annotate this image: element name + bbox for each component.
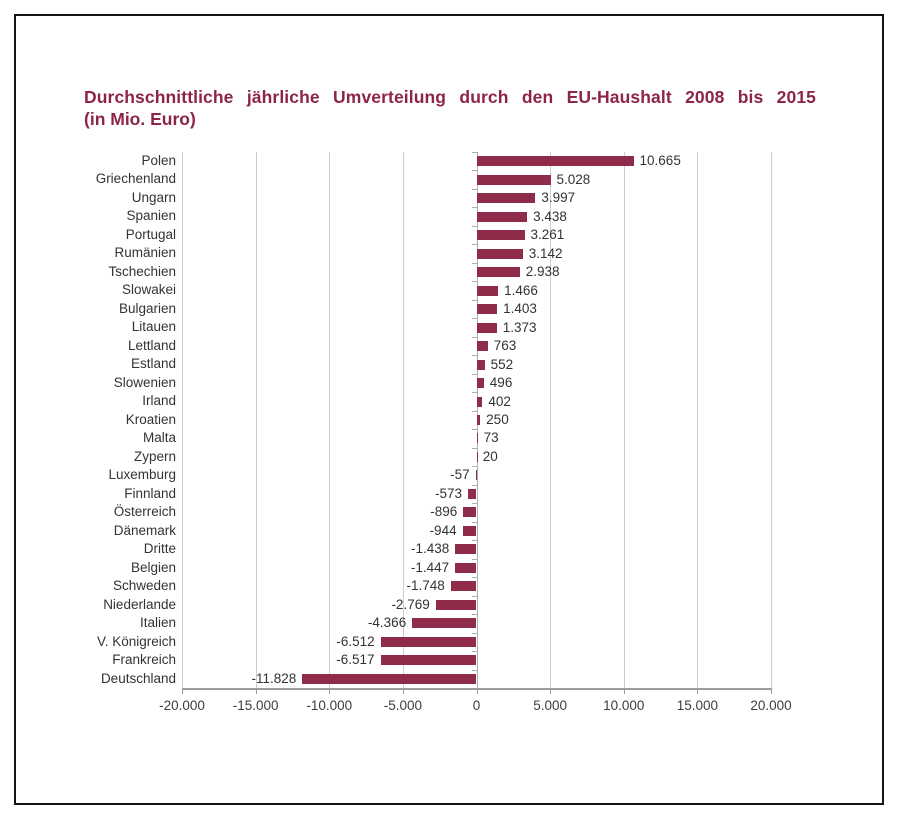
- category-label: Niederlande: [103, 596, 176, 612]
- category-label: Malta: [142, 430, 176, 446]
- bar: [455, 544, 476, 554]
- category-label: Irland: [142, 393, 176, 409]
- gridline: [697, 152, 698, 688]
- category-tick: [472, 207, 477, 208]
- bar: [477, 341, 488, 351]
- category-tick: [472, 411, 477, 412]
- category-label: Slowakei: [121, 282, 176, 298]
- category-tick: [472, 374, 477, 375]
- bar: [477, 397, 483, 407]
- gridline: [256, 152, 257, 688]
- bar-value-label: -4.366: [367, 615, 407, 631]
- x-axis-tick: [182, 688, 183, 694]
- bar-value-label: -2.769: [391, 596, 430, 612]
- category-tick: [472, 559, 477, 560]
- bar: [412, 618, 476, 628]
- category-tick: [472, 392, 477, 393]
- bar-value-label: -1.447: [410, 559, 450, 575]
- x-axis-tick: [697, 688, 698, 694]
- bar: [477, 415, 481, 425]
- bar: [477, 212, 528, 222]
- bar: [381, 655, 477, 665]
- category-label: Kroatien: [125, 411, 176, 427]
- bar: [477, 193, 536, 203]
- bar-value-label: -57: [450, 467, 470, 483]
- bar: [477, 286, 499, 296]
- x-tick-label: 10.000: [603, 698, 645, 713]
- x-tick-label: -20.000: [159, 698, 205, 713]
- category-label: Spanien: [126, 208, 176, 224]
- x-tick-label: -10.000: [306, 698, 353, 713]
- category-tick: [472, 596, 477, 597]
- bar-value-label: -896: [430, 504, 458, 520]
- x-axis-tick: [329, 688, 330, 694]
- category-label: Bulgarien: [118, 300, 176, 316]
- bar-value-label: 20: [482, 448, 498, 464]
- category-tick: [472, 300, 477, 301]
- category-tick: [472, 614, 477, 615]
- bar-value-label: 2.938: [525, 264, 560, 280]
- category-tick: [472, 522, 477, 523]
- category-label: Polen: [141, 153, 176, 168]
- category-label: Deutschland: [100, 670, 176, 686]
- bar: [477, 433, 478, 443]
- x-axis-tick: [624, 688, 625, 694]
- category-tick: [472, 189, 477, 190]
- category-tick: [472, 485, 477, 486]
- bar: [477, 230, 525, 240]
- category-tick: [472, 448, 477, 449]
- x-tick-label: 15.000: [676, 698, 719, 713]
- category-label: Italien: [139, 615, 176, 631]
- category-tick: [472, 355, 477, 356]
- x-tick-label: 20.000: [750, 698, 792, 713]
- category-tick: [472, 263, 477, 264]
- category-tick: [472, 226, 477, 227]
- category-tick: [472, 577, 477, 578]
- bar: [477, 249, 523, 259]
- bar-value-label: 1.466: [504, 282, 538, 298]
- category-tick: [472, 466, 477, 467]
- bar-value-label: 3.142: [528, 245, 563, 261]
- bar-value-label: 3.438: [533, 208, 567, 224]
- bar-value-label: -1.748: [406, 578, 445, 594]
- chart-title: Durchschnittliche jährliche Umverteilung durch den EU-Haushalt 2008 bis 2015: [84, 87, 816, 107]
- category-tick: [472, 337, 477, 338]
- x-tick-label: 0: [472, 698, 481, 713]
- category-label: Österreich: [113, 504, 176, 520]
- category-tick: [472, 152, 477, 153]
- bar-value-label: 73: [483, 430, 499, 446]
- category-label: Dritte: [143, 541, 176, 557]
- bar: [477, 267, 520, 277]
- category-label: Ungarn: [131, 189, 176, 205]
- category-label: Portugal: [125, 226, 176, 242]
- bar: [463, 526, 477, 536]
- category-tick: [472, 429, 477, 430]
- category-tick: [472, 540, 477, 541]
- bar-value-label: 250: [486, 412, 509, 427]
- bar: [451, 581, 477, 591]
- bar: [477, 378, 484, 388]
- category-label: Rumänien: [114, 245, 176, 261]
- category-label: Litauen: [131, 319, 176, 335]
- category-tick: [472, 318, 477, 319]
- x-tick-label: -5.000: [383, 698, 423, 713]
- x-tick-label: 5.000: [533, 698, 568, 713]
- bar-value-label: -944: [429, 522, 457, 538]
- bar-value-label: -1.438: [411, 541, 450, 557]
- category-label: Finnland: [124, 485, 176, 501]
- category-label: Frankreich: [112, 652, 176, 668]
- bar: [477, 304, 498, 314]
- bar: [477, 175, 551, 185]
- bar-value-label: 552: [490, 356, 514, 372]
- bar: [468, 489, 476, 499]
- bar-value-label: 1.373: [502, 319, 537, 335]
- category-tick: [472, 281, 477, 282]
- bar: [436, 600, 477, 610]
- category-tick: [472, 670, 477, 671]
- bar-value-label: 1.403: [503, 301, 537, 317]
- bar-value-label: -6.512: [336, 633, 375, 649]
- category-label: Griechenland: [95, 171, 176, 187]
- bar: [477, 360, 485, 370]
- category-label: Tschechien: [108, 263, 176, 279]
- category-label: Luxemburg: [108, 467, 176, 483]
- category-label: V. Königreich: [96, 633, 176, 649]
- category-tick: [472, 244, 477, 245]
- bar: [302, 674, 476, 684]
- bar-value-label: 3.261: [530, 227, 565, 243]
- chart-subtitle: (in Mio. Euro): [84, 109, 196, 129]
- bar-value-label: -573: [435, 485, 463, 501]
- category-label: Schweden: [112, 578, 176, 594]
- category-tick: [472, 170, 477, 171]
- x-axis-tick: [256, 688, 257, 694]
- category-tick: [472, 633, 477, 634]
- bar-value-label: 402: [488, 393, 511, 409]
- bar-value-label: 3.997: [541, 190, 576, 206]
- x-axis-tick: [771, 688, 772, 694]
- gridline: [771, 152, 772, 688]
- bar: [477, 323, 497, 333]
- category-label: Lettland: [127, 337, 176, 353]
- gridline: [182, 152, 183, 688]
- bar: [455, 563, 476, 573]
- category-label: Belgien: [130, 559, 176, 575]
- category-label: Slowenien: [113, 374, 176, 390]
- category-label: Estland: [130, 356, 176, 372]
- category-tick: [472, 651, 477, 652]
- x-tick-label: -15.000: [232, 698, 279, 713]
- x-axis-tick: [550, 688, 551, 694]
- category-tick: [472, 503, 477, 504]
- bar: [477, 156, 634, 166]
- bar: [381, 637, 477, 647]
- bar: [476, 470, 477, 480]
- bar-value-label: -11.828: [251, 670, 297, 686]
- bar-value-label: 496: [489, 375, 513, 391]
- gridline: [624, 152, 625, 688]
- bar-value-label: 10.665: [639, 153, 681, 169]
- category-label: Zypern: [133, 448, 176, 464]
- bar-value-label: -6.517: [336, 652, 375, 668]
- category-label: Dänemark: [113, 522, 176, 538]
- gridline: [329, 152, 330, 688]
- bar-value-label: 763: [493, 338, 517, 354]
- bar: [463, 507, 476, 517]
- bar-value-label: 5.028: [556, 171, 591, 187]
- x-axis-tick: [403, 688, 404, 694]
- x-axis-tick: [477, 688, 478, 694]
